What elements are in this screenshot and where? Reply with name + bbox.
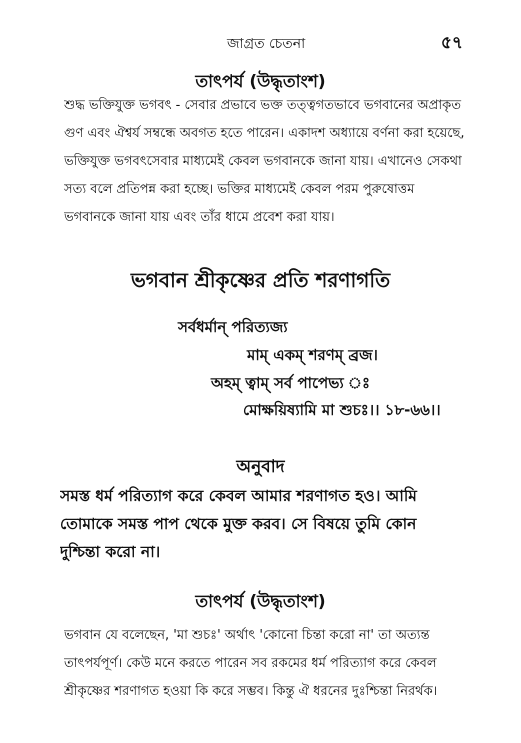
running-header	[0, 34, 521, 58]
paragraph-line: গুণ এবং ঐশ্বর্য সম্বন্ধে অবগত হতে পারেন। একাদশ অধ্যায়ে বর্ণনা করা হয়েছে,	[64, 126, 465, 141]
paragraph-line: ভগবানকে জানা যায় এবং তাঁর ধামে প্রবেশ করা যায়।	[64, 210, 335, 225]
running-title: জাগ্রত চেতনা	[227, 36, 306, 52]
translation-line: দুশ্চিন্তা করো না।	[60, 543, 161, 561]
purport-heading: তাৎপর্য (উদ্ধৃতাংশ)	[195, 72, 326, 92]
purport-paragraph	[64, 92, 472, 232]
verse-line: মাম্‌ একম্‌ শরণম্‌ ব্রজ।	[247, 346, 378, 364]
chapter-heading: ভগবান শ্রীকৃষ্ণের প্রতি শরণাগতি	[130, 268, 391, 292]
paragraph-line: ভক্তিযুক্ত ভগবৎসেবার মাধ্যমেই কেবল ভগবানকে জানা যায়। এখানেও সেকথা	[64, 154, 462, 169]
paragraph-line: শুদ্ধ ভক্তিযুক্ত ভগবৎ - সেবার প্রভাবে ভক্ত তত্ত্বগতভাবে ভগবানের অপ্রাকৃত	[64, 98, 461, 113]
verse-line: অহম্‌ ত্বাম্‌ সর্ব পাপেভ্য ঃ	[211, 374, 370, 392]
paragraph-line: ভগবান যে বলেছেন, 'মা শুচঃ' অর্থাৎ 'কোনো চিন্তা করো না' তা অত্যন্ত	[64, 628, 430, 643]
purport-heading: তাৎপর্য (উদ্ধৃতাংশ)	[195, 592, 326, 612]
translation-heading: অনুবাদ	[236, 457, 285, 477]
purport-paragraph	[64, 622, 472, 706]
paragraph-line: শ্রীকৃষ্ণের শরণাগত হওয়া কি করে সম্ভব। কিন্তু ঐ ধরনের দুঃশ্চিন্তা নিরর্থক।	[64, 684, 438, 699]
verse-line: মোক্ষয়িষ্যামি মা শুচঃ।। ১৮-৬৬।।	[243, 401, 441, 419]
paragraph-line: সত্য বলে প্রতিপন্ন করা হচ্ছে। ভক্তির মাধ্যমেই কেবল পরম পুরুষোত্তম	[64, 182, 415, 197]
translation-line: তোমাকে সমস্ত পাপ থেকে মুক্ত করব। সে বিষয়ে তুমি কোন	[60, 515, 417, 533]
translation-paragraph	[60, 482, 478, 566]
translation-line: সমস্ত ধর্ম পরিত্যাগ করে কেবল আমার শরণাগত হও। আমি	[60, 487, 417, 505]
page-number: ৫৭	[440, 33, 463, 53]
paragraph-line: তাৎপর্যপূর্ণ। কেউ মনে করতে পারেন সব রকমের ধর্ম পরিত্যাগ করে কেবল	[64, 656, 437, 671]
verse-line: সর্বধর্মান্‌ পরিত্যজ্য	[178, 318, 288, 336]
